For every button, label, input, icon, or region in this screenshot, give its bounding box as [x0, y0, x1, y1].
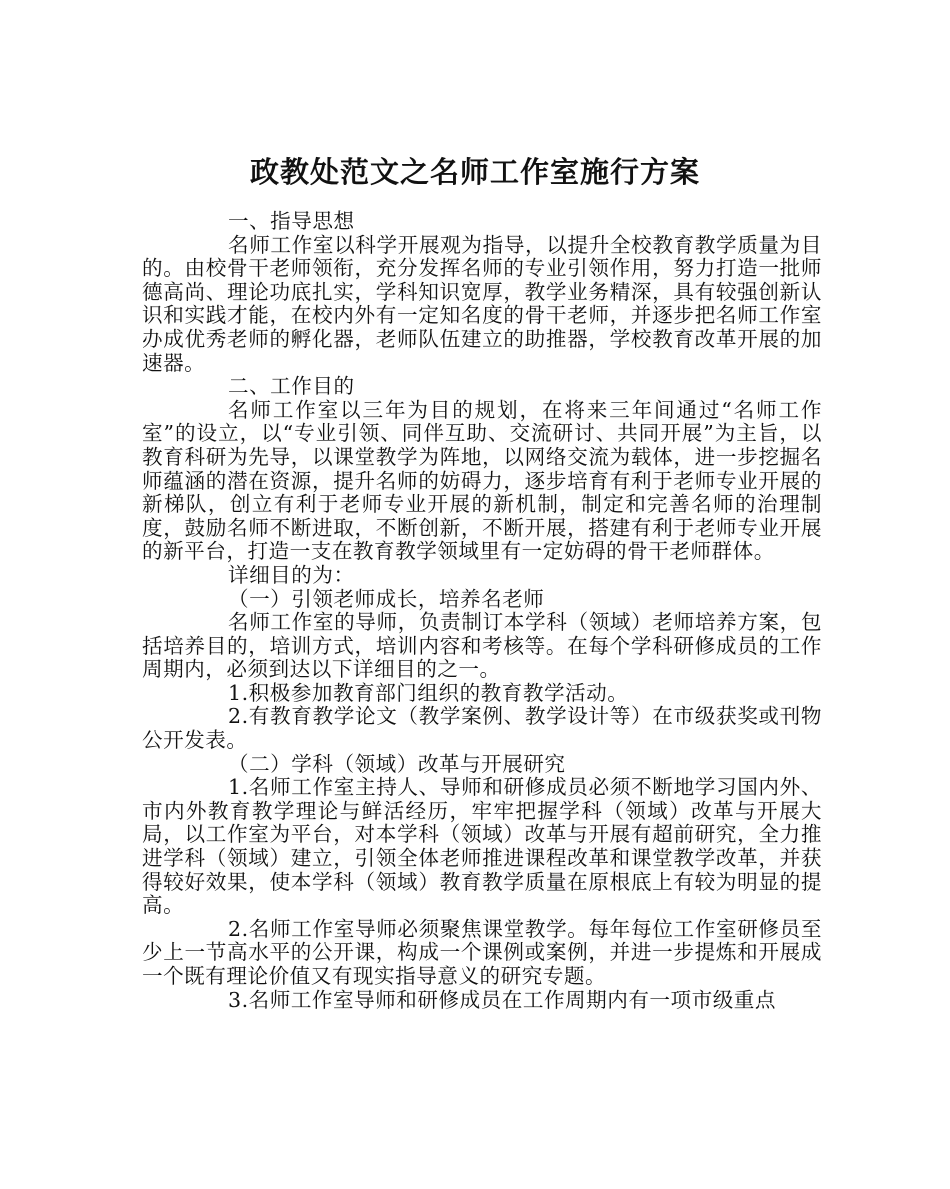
document-body	[142, 210, 822, 1012]
list-item: 2.名师工作室导师必须聚焦课堂教学。每年每位工作室研修员至少上一节高水平的公开课，构成一个课例或案例，并进一步提炼和开展成一个既有理论价值又有现实指导意义的研究专题。	[142, 916, 822, 988]
body-paragraph: 名师工作室以科学开展观为指导，以提升全校教育教学质量为目的。由校骨干老师领衔，充分发挥名师的专业引领作用，努力打造一批师德高尚、理论功底扎实，学科知识宽厚，教学业务精深，具有较强创新认识和实践才能，在校内外有一定知名度的骨干老师，并逐步把名师工作室办成优秀老师的孵化器，老师队伍建立的助推器，学校教育改革开展的加速器。	[142, 232, 822, 375]
body-paragraph: 详细目的为：	[228, 562, 355, 587]
section-heading: 一、指导思想	[228, 209, 355, 233]
body-paragraph: 名师工作室以三年为目的规划，在将来三年间通过“名师工作室”的设立，以“专业引领、同伴互助、交流研讨、共同开展”为主旨，以教育科研为先导，以课堂教学为阵地，以网络交流为载体，进一步挖掘名师蕴涵的潜在资源，提升名师的妨碍力，逐步培育有利于老师专业开展的新梯队，创立有利于老师专业开展的新机制，制定和完善名师的治理制度，鼓励名师不断进取，不断创新，不断开展，搭建有利于老师专业开展的新平台，打造一支在教育教学领域里有一定妨碍的骨干老师群体。	[142, 397, 822, 564]
list-item: 1.名师工作室主持人、导师和研修成员必须不断地学习国内外、市内外教育教学理论与鲜活经历，牢牢把握学科（领域）改革与开展大局，以工作室为平台，对本学科（领域）改革与开展有超前研究，全力推进学科（领域）建立，引领全体老师推进课程改革和课堂教学改革，并获得较好效果，使本学科（领域）教育教学质量在原根底上有较为明显的提高。	[142, 775, 822, 918]
list-item: 1.积极参加教育部门组织的教育教学活动。	[228, 680, 629, 705]
subsection-heading: （一）引领老师成长，培养名老师	[228, 586, 545, 611]
subsection-heading: （二）学科（领域）改革与开展研究	[228, 751, 566, 776]
section-heading: 二、工作目的	[228, 374, 355, 399]
list-item: 2.有教育教学论文（教学案例、教学设计等）在市级获奖或刊物公开发表。	[142, 704, 822, 753]
body-paragraph: 名师工作室的导师，负责制订本学科（领域）老师培养方案，包括培养目的，培训方式，培训内容和考核等。在每个学科研修成员的工作周期内，必须到达以下详细目的之一。	[142, 610, 822, 682]
list-item: 3.名师工作室导师和研修成员在工作周期内有一项市级重点	[228, 987, 776, 1012]
document-title: 政教处范文之名师工作室施行方案	[249, 155, 700, 190]
